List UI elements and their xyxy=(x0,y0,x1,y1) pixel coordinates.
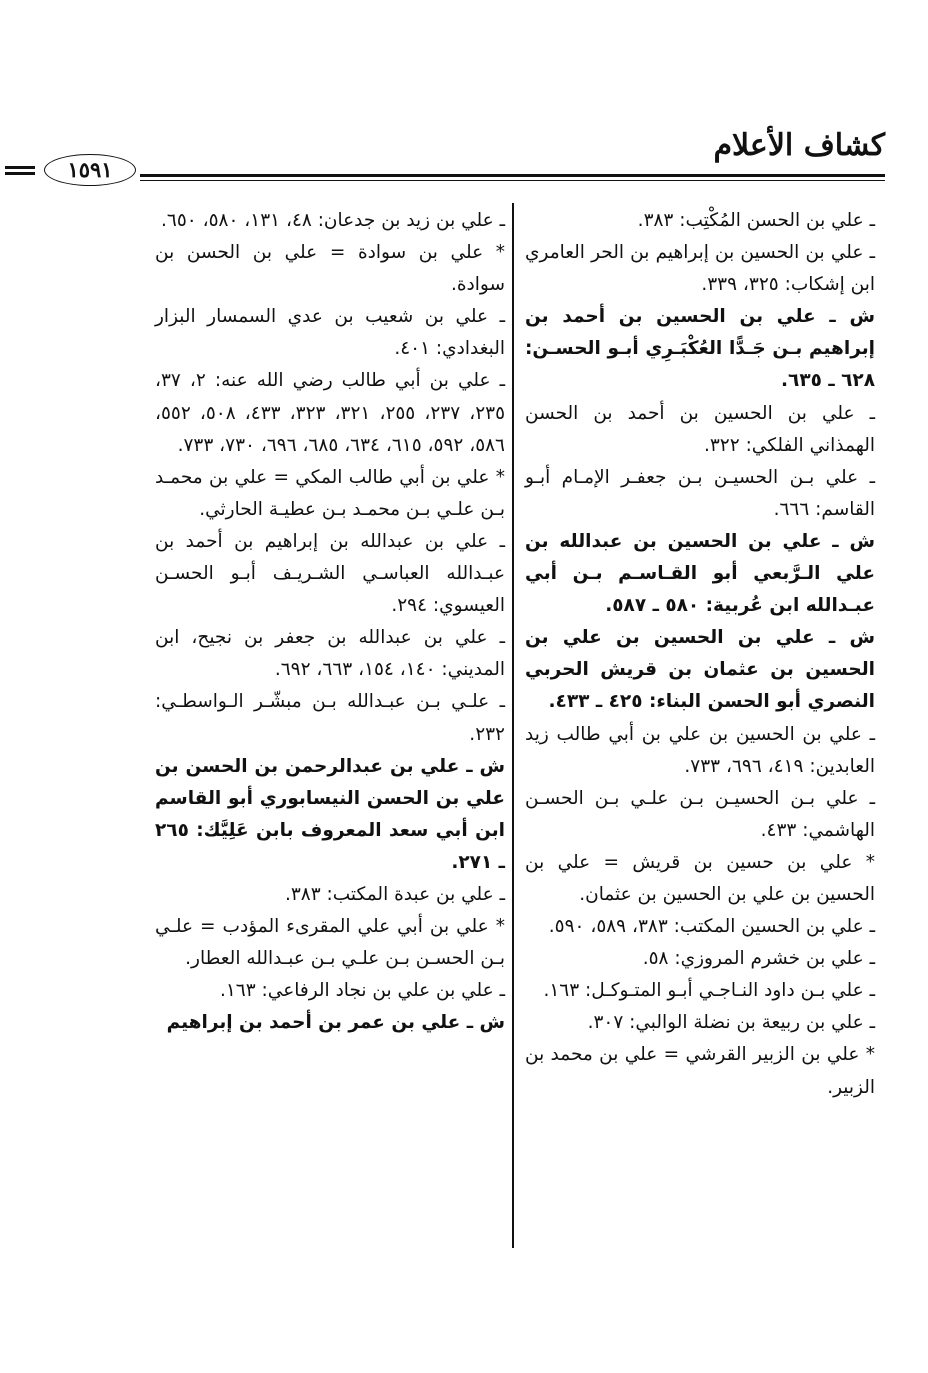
index-entry: ـ علي بن شعيب بن عدي السمسار البزار البغدادي: ٤٠١. xyxy=(155,306,505,360)
page-header xyxy=(140,128,885,192)
index-entry: * علي بن الزبير القرشي = علي بن محمد بن الزبير. xyxy=(525,1044,875,1098)
index-entry: ـ علي بن عبدالله بن إبراهيم بن أحمد بن عبـدالله العباسـي الشـريـف أبـو الحسـن العيسوي: ٢٩٤. xyxy=(155,530,505,617)
index-entry: * علي بن حسين بن قريش = علي بن الحسين بن علي بن الحسين بن عثمان. xyxy=(525,851,875,905)
index-entry: ـ علي بن عبدة المكتب: ٣٨٣. xyxy=(284,883,505,905)
page-number-block xyxy=(0,128,200,192)
index-entry: ـ علي بن عبدالله بن جعفر بن نجيح، ابن المديني: ١٤٠، ١٥٤، ٦٦٣، ٦٩٢. xyxy=(155,627,505,681)
index-entry: ش ـ علي بن عمر بن أحمد بن إبراهيم xyxy=(166,1012,505,1034)
ornament-bars xyxy=(5,166,35,178)
header-rule-thin xyxy=(140,180,885,181)
index-entry: ـ علي بـن الحسيـن بـن علـي بـن الحسـن الهاشمي: ٤٣٣. xyxy=(525,787,875,841)
header-rule-thick xyxy=(140,174,885,177)
index-entry: ـ علي بن الحسين المكتب: ٣٨٣، ٥٨٩، ٥٩٠. xyxy=(548,916,875,938)
index-entry: ـ علي بن علي بن نجاد الرفاعي: ١٦٣. xyxy=(219,980,505,1002)
index-entry: ـ علي بن زيد بن جدعان: ٤٨، ١٣١، ٥٨٠، ٦٥٠. xyxy=(161,210,505,231)
index-entry: ـ علي بـن الحسيـن بـن جعفـر الإمـام أبـو القاسم: ٦٦٦. xyxy=(525,466,875,520)
index-entry: ـ علي بن خشرم المروزي: ٥٨. xyxy=(642,948,875,970)
index-entry: ش ـ علي بن الحسين بن علي بن الحسين بن عثمان بن قريش الحربي النصري أبو الحسن البناء: ٤٢٥ ـ ٤٣٣. xyxy=(525,627,875,713)
index-entry: ـ علي بن ربيعة بن نضلة الوالبي: ٣٠٧. xyxy=(587,1012,875,1034)
index-entry: ـ علي بـن داود النـاجـي أبـو المتـوكـل: ١٦٣. xyxy=(543,980,875,1002)
index-entry: ـ علـي بـن عبـدالله بـن مبشّـر الـواسطـي: ٢٣٢. xyxy=(155,691,505,745)
index-entry: * علي بن سوادة = علي بن الحسن بن سوادة. xyxy=(155,242,505,296)
page-number: ١٥٩١ xyxy=(44,154,136,186)
index-column-left xyxy=(155,205,505,1039)
column-divider xyxy=(512,203,514,1248)
running-title: كشاف الأعلام xyxy=(713,128,885,163)
index-column-right xyxy=(525,205,875,1104)
index-entry: ـ علي بن الحسن المُكْتِب: ٣٨٣. xyxy=(637,210,875,231)
index-entry: ش ـ علي بن الحسين بن أحمد بن إبراهيم بـن جَـدًّا العُكْبَـرِي أبـو الحسـن: ٦٢٨ ـ ٦٣٥. xyxy=(525,306,875,392)
index-entry: ـ علي بن الحسين بن علي بن أبي طالب زيد العابدين: ٤١٩، ٦٩٦، ٧٣٣. xyxy=(525,723,875,777)
index-entry: ش ـ علي بن الحسين بن عبدالله بن علي الـرَّبعي أبو القـاسـم بـن أبي عبـدالله ابن عُربية: ٥٨٠ ـ ٥٨٧. xyxy=(525,530,875,617)
index-entry: ـ علي بن الحسين بن أحمد بن الحسن الهمذاني الفلكي: ٣٢٢. xyxy=(525,402,875,456)
index-entry: ـ علي بن أبي طالب رضي الله عنه: ٢، ٣٧، ٢٣٥، ٢٣٧، ٢٥٥، ٣٢١، ٣٢٣، ٤٣٣، ٥٠٨، ٥٥٢، ٥٨٦، ٥٩٢، ٦١٥، ٦٣٤، ٦٨٥، ٦٩٦، ٧٣٠، ٧٣٣. xyxy=(155,370,506,456)
index-entry: * علي بن أبي طالب المكي = علي بن محمـد بـن علـي بـن محمـد بـن عطيـة الحارثي. xyxy=(155,466,505,520)
index-entry: ـ علي بن الحسين بن إبراهيم بن الحر العامري ابن إشكاب: ٣٢٥، ٣٣٩. xyxy=(525,242,875,296)
index-entry: ش ـ علي بن عبدالرحمن بن الحسن بن علي بن الحسن النيسابوري أبو القاسم ابن أبي سعد المعروف بابن عَلِيَّك: ٢٦٥ ـ ٢٧١. xyxy=(155,755,505,873)
index-entry: * علي بن أبي علي المقرىء المؤدب = علـي بـن الحسـن بـن علـي بـن عبـدالله العطار. xyxy=(155,916,505,970)
